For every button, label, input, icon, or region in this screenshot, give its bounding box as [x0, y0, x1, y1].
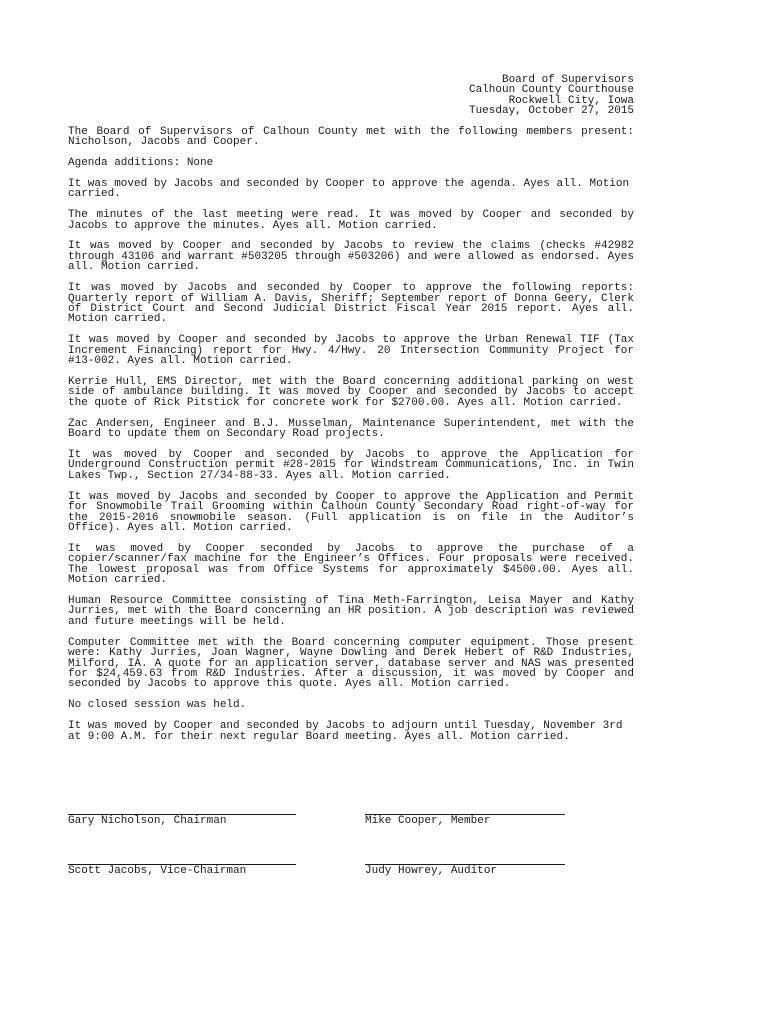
paragraph-minutes: The minutes of the last meeting were read. It was moved by Cooper and seconded by Jacobs to approve the minutes. Ayes all. Motion carried.: [68, 209, 634, 232]
signature-name-member: Mike Cooper, Member: [365, 815, 491, 827]
paragraph-secondary-road: Zac Andersen, Engineer and B.J. Musselman, Maintenance Superintendent, met with the Board to update them on Secondary Road projects.: [68, 417, 634, 441]
paragraph-hr-committee: Human Resource Committee consisting of Tina Meth-Farrington, Leisa Mayer and Kathy Jurries, met with the Board concerning an HR position. A job description was reviewed and future meetings will be held.: [68, 595, 634, 628]
document-header: [68, 75, 634, 117]
paragraph-copier-purchase: It was moved by Cooper seconded by Jacobs to approve the purchase of a copier/scanner/fax machine for the Engineer’s Offices. Four proposals were received. The lowest proposal was from Office Systems for approximately $4500.00. Ayes all. Motion carried.: [68, 542, 634, 587]
paragraph-members-present: The Board of Supervisors of Calhoun County met with the following members present: Nicholson, Jacobs and Cooper.: [68, 125, 634, 149]
signature-row: [68, 864, 634, 914]
signature-block: [68, 814, 634, 914]
signature-name-vice-chairman: Scott Jacobs, Vice-Chairman: [68, 865, 247, 877]
signature-member: [365, 814, 565, 826]
signature-auditor: [365, 864, 565, 876]
paragraph-closed-session: No closed session was held.: [68, 699, 247, 712]
header-date: Tuesday, October 27, 2015: [468, 105, 634, 118]
header-board-name: Board of Supervisors: [501, 74, 634, 86]
signature-name-chairman: Gary Nicholson, Chairman: [68, 815, 227, 827]
minutes-document: [68, 75, 634, 753]
paragraph-agenda-additions: Agenda additions: None: [68, 156, 214, 169]
header-courthouse: Calhoun County Courthouse: [468, 84, 634, 97]
paragraph-computer-committee: Computer Committee met with the Board concerning computer equipment. Those present were: Kathy Jurries, Joan Wagner, Wayne Dowling and Derek Hebert of R&D Industries, Milford, IA. A quote for an application server, database server and NAS was presented for $24,459.63 from R&D Industries. After a discussion, it was moved by Cooper and seconded by Jacobs to approve this quote. Ayes all. Motion carried.: [68, 636, 634, 691]
paragraph-approve-agenda: It was moved by Jacobs and seconded by Cooper to approve the agenda. Ayes all. Motion carried.: [68, 177, 630, 201]
paragraph-underground-permit: It was moved by Cooper and seconded by Jacobs to approve the Application for Underground Construction permit #28-2015 for Windstream Communications, Inc. in Twin Lakes Twp., Section 27/34-88-33. Ayes all. Motion carried.: [68, 449, 634, 482]
signature-vice-chairman: [68, 864, 296, 876]
paragraph-adjourn: It was moved by Cooper and seconded by Jacobs to adjourn until Tuesday, November 3rd at 9:00 A.M. for their next regular Board meeting. Ayes all. Motion carried.: [68, 720, 623, 743]
paragraph-reports: It was moved by Jacobs and seconded by Cooper to approve the following reports: Quarterly report of William A. Davis, Sheriff; September report of Donna Geery, Clerk of District Court and Second Judicial District Fiscal Year 2015 report. Ayes all. Motion carried.: [68, 282, 634, 326]
signature-row: [68, 814, 634, 864]
header-location: Rockwell City, Iowa: [508, 94, 634, 107]
signature-name-auditor: Judy Howrey, Auditor: [365, 865, 498, 877]
paragraph-urban-renewal: It was moved by Cooper and seconded by Jacobs to approve the Urban Renewal TIF (Tax Increment Financing) report for Hwy. 4/Hwy. 20 Intersection Community Project for #13-002. Ayes all. Motion carried.: [68, 334, 634, 368]
paragraph-snowmobile-permit: It was moved by Jacobs and seconded by Cooper to approve the Application and Permit for Snowmobile Trail Grooming within Calhoun County Secondary Road right-of-way for the 2015-2016 snowmobile season. (Full application is on file in the Auditor’s Office). Ayes all. Motion carried.: [68, 490, 634, 534]
paragraph-ems-parking: Kerrie Hull, EMS Director, met with the Board concerning additional parking on west side of ambulance building. It was moved by Cooper and seconded by Jacobs to accept the quote of Rick Pitstick for concrete work for $2700.00. Ayes all. Motion carried.: [68, 376, 634, 409]
signature-chairman: [68, 814, 296, 826]
paragraph-claims: It was moved by Cooper and seconded by Jacobs to review the claims (checks #42982 through 43106 and warrant #503205 through #503206) and were allowed as endorsed. Ayes all. Motion carried.: [68, 240, 634, 274]
